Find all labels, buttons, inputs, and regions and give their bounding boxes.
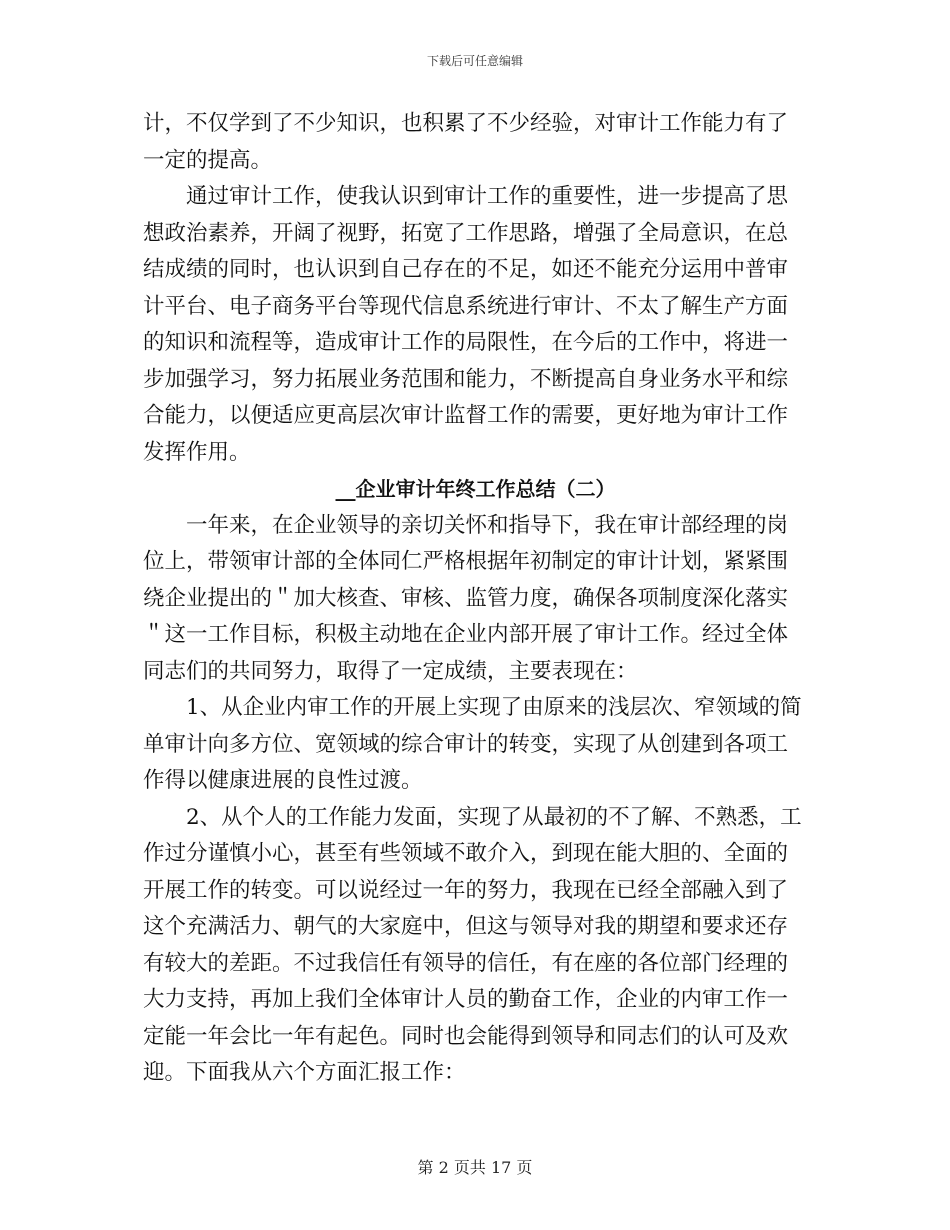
text-line: 计平台、电子商务平台等现代信息系统进行审计、不太了解生产方面 (143, 293, 789, 319)
text-line: 单审计向多方位、宽领域的综合审计的转变，实现了从创建到各项工 (143, 731, 789, 757)
text-line: 开展工作的转变。可以说经过一年的努力，我现在已经全部融入到了 (143, 877, 789, 903)
text-line: 步加强学习，努力拓展业务范围和能力，不断提高自身业务水平和综 (143, 366, 789, 392)
text-line: 一定的提高。 (143, 147, 273, 173)
text-line: 2、从个人的工作能力发面，实现了从最初的不了解、不熟悉，工 (143, 804, 802, 830)
page-header: 下载后可任意编辑 (426, 54, 523, 68)
page-footer: 第 2 页共 17 页 (417, 1158, 533, 1177)
text-line: 作得以健康进展的良性过渡。 (143, 768, 423, 793)
text-line: 有较大的差距。不过我信任有领导的信任，有在座的各位部门经理的 (143, 950, 789, 976)
text-line: 作过分谨慎小心，甚至有些领域不敢介入，到现在能大胆的、全面的 (143, 841, 789, 866)
text-line: 大力支持，再加上我们全体审计人员的勤奋工作，企业的内审工作一 (143, 987, 789, 1012)
text-line: 绕企业提出的＂加大核查、审核、监管力度，确保各项制度深化落实 (143, 585, 789, 611)
text-line: 一年来，在企业领导的亲切关怀和指导下，我在审计部经理的岗 (143, 512, 789, 538)
text-line: 结成绩的同时，也认识到自己存在的不足，如还不能充分运用中普审 (143, 257, 789, 282)
text-line: 定能一年会比一年有起色。同时也会能得到领导和同志们的认可及欢 (143, 1023, 789, 1049)
text-line: 1、从企业内审工作的开展上实现了由原来的浅层次、窄领域的简 (143, 695, 802, 720)
text-line: 发挥作用。 (143, 439, 251, 465)
document-body (143, 106, 808, 1092)
text-line: 的知识和流程等，造成审计工作的局限性，在今后的工作中，将进一 (143, 330, 789, 355)
text-line: 通过审计工作，使我认识到审计工作的重要性，进一步提高了思 (143, 184, 789, 209)
text-line: 想政治素养，开阔了视野，拓宽了工作思路，增强了全局意识，在总 (143, 220, 789, 246)
text-line: 位上，带领审计部的全体同仁严格根据年初制定的审计计划，紧紧围 (143, 549, 789, 574)
text-line: 计，不仅学到了不少知识，也积累了不少经验，对审计工作能力有了 (143, 111, 789, 136)
text-line: 迎。下面我从六个方面汇报工作： (143, 1060, 466, 1085)
text-line: ＂这一工作目标，积极主动地在企业内部开展了审计工作。经过全体 (143, 622, 789, 647)
text-line: 合能力，以便适应更高层次审计监督工作的需要，更好地为审计工作 (143, 403, 789, 428)
text-line: 这个充满活力、朝气的大家庭中，但这与领导对我的期望和要求还存 (143, 914, 789, 939)
text-line: 同志们的共同努力，取得了一定成绩，主要表现在： (143, 658, 638, 684)
section-title: __企业审计年终工作总结（二） (335, 477, 616, 501)
